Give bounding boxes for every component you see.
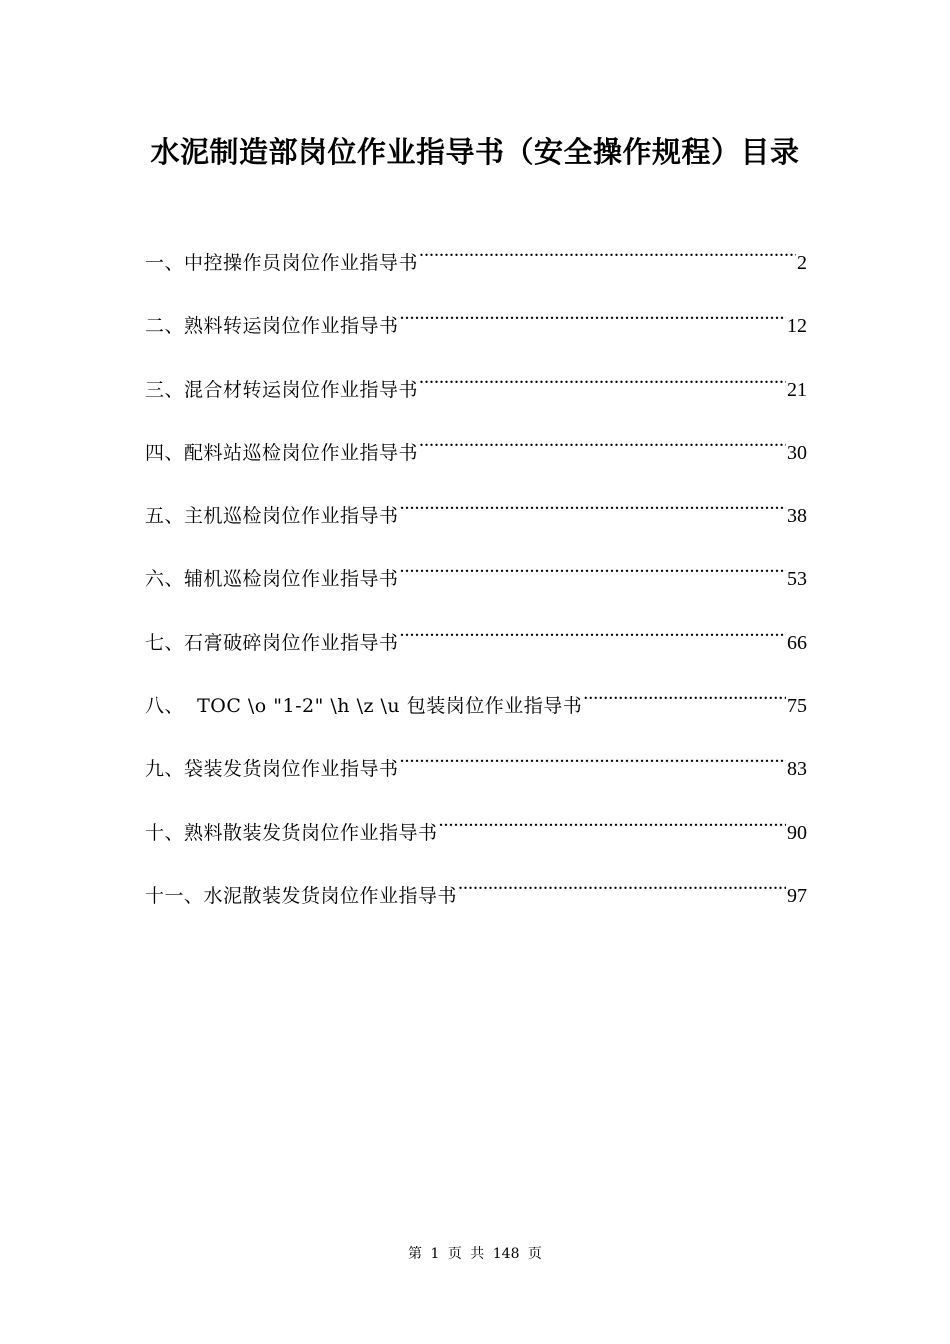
toc-entry-page: 12 [787,315,807,338]
toc-dot-leader [400,545,786,585]
toc-entry-2[interactable] [145,292,807,355]
toc-dot-leader [400,609,786,649]
toc-entry-7[interactable] [145,609,807,672]
toc-dot-leader [439,799,786,839]
toc-entry-page: 75 [787,695,807,718]
toc-dot-leader [419,229,796,269]
toc-entry-label: 九、袋装发货岗位作业指导书 [145,758,399,781]
toc-entry-page: 53 [787,568,807,591]
toc-entry-page: 38 [787,505,807,528]
toc-entry-page: 66 [787,631,807,654]
toc-entry-page: 2 [797,252,807,274]
toc-entry-page: 21 [787,378,807,401]
toc-entry-page: 97 [787,884,807,907]
toc-entry-10[interactable] [145,799,807,862]
toc-entry-1[interactable] [145,229,807,292]
page-title: 水泥制造部岗位作业指导书（安全操作规程）目录 [150,135,800,169]
toc-dot-leader [400,735,786,775]
toc-dot-leader [419,356,786,396]
toc-entry-8[interactable] [145,672,807,735]
toc-entry-label: 一、中控操作员岗位作业指导书 [145,252,419,274]
toc-entry-label: 六、辅机巡检岗位作业指导书 [145,568,399,591]
toc-entry-label: 八、 TOC \o "1-2" \h \z \u 包装岗位作业指导书 [145,695,583,718]
toc-entry-11[interactable] [145,862,807,925]
toc-dot-leader [400,482,786,522]
toc-entry-label: 五、主机巡检岗位作业指导书 [145,505,399,528]
toc-entry-5[interactable] [145,482,807,545]
page-footer: 第 1 页 共 148 页 [408,1246,542,1262]
table-of-contents [145,229,807,925]
toc-entry-page: 83 [787,758,807,781]
toc-entry-label: 十、熟料散装发货岗位作业指导书 [145,821,438,844]
toc-entry-label: 三、混合材转运岗位作业指导书 [145,378,419,401]
toc-entry-6[interactable] [145,545,807,608]
toc-entry-4[interactable] [145,419,807,482]
toc-entry-label: 十一、水泥散装发货岗位作业指导书 [145,884,458,907]
toc-dot-leader [583,672,786,712]
toc-dot-leader [458,862,786,902]
toc-entry-label: 四、配料站巡检岗位作业指导书 [145,441,419,464]
toc-entry-9[interactable] [145,735,807,798]
toc-entry-label: 七、石膏破碎岗位作业指导书 [145,631,399,654]
toc-entry-page: 90 [787,821,807,844]
toc-entry-label: 二、熟料转运岗位作业指导书 [145,315,399,338]
toc-entry-3[interactable] [145,356,807,419]
toc-dot-leader [400,292,786,332]
toc-dot-leader [419,419,786,459]
toc-entry-page: 30 [787,441,807,464]
